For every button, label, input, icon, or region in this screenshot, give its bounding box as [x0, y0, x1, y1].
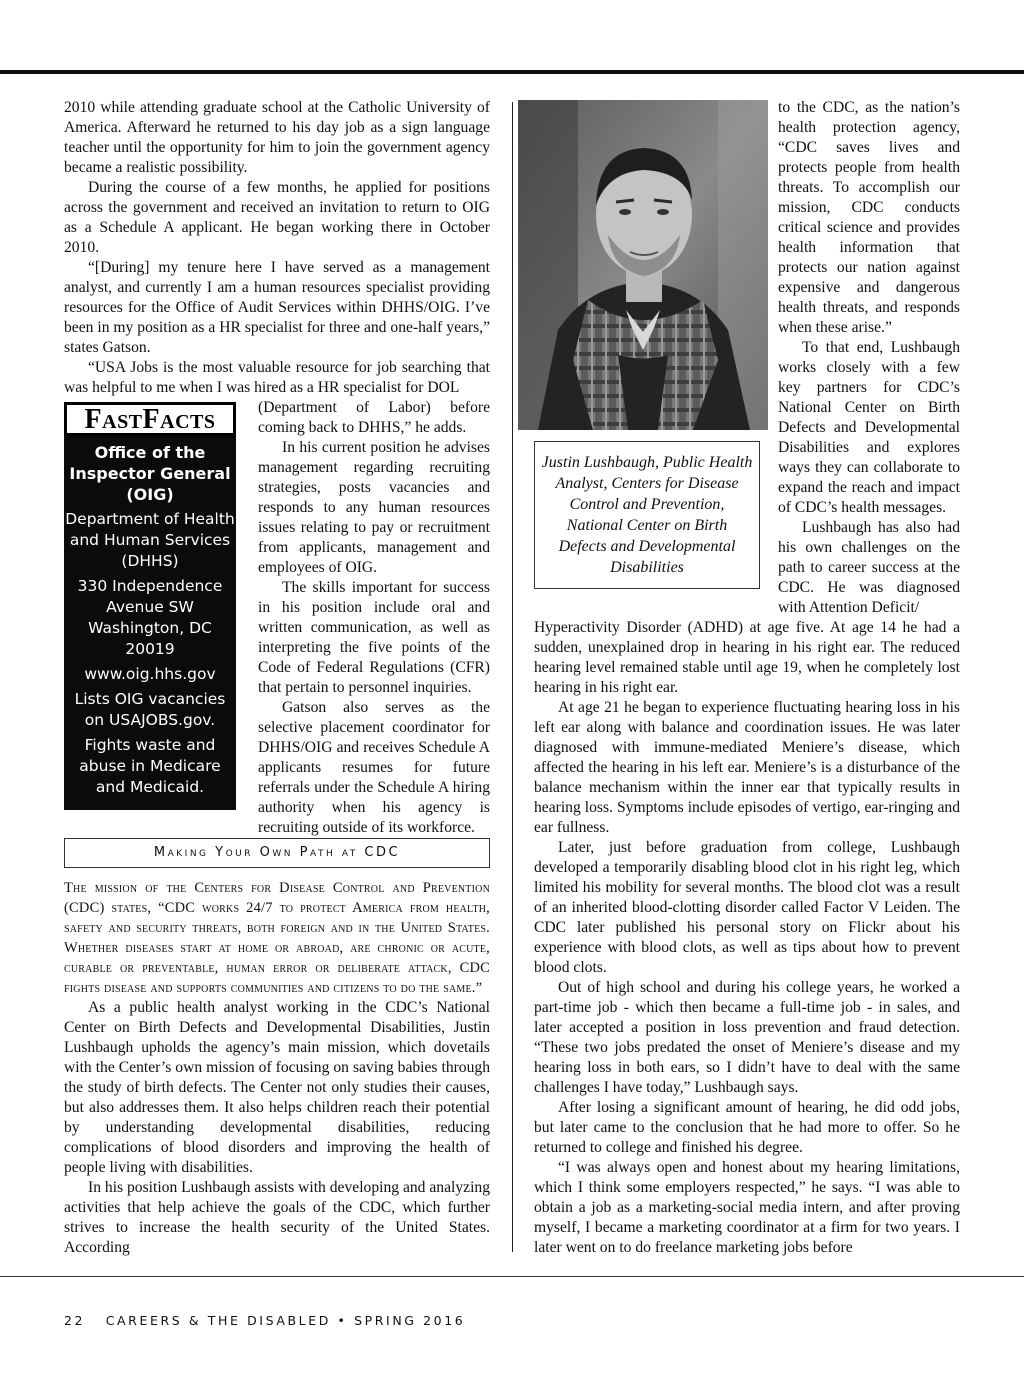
right-column-top — [778, 98, 960, 618]
paragraph: Lushbaugh has also had his own challenges on the path to career success at the CDC. He was diagnosed with Attention Deficit/ — [778, 519, 960, 616]
paragraph: During the course of a few months, he applied for positions across the government and received an invitation to return to OIG as a Schedule A applicant. He began working there in October 2010. — [64, 179, 490, 256]
paragraph: As a public health analyst working in the CDC’s National Center on Birth Defects and Developmental Disabilities, Justin Lushbaugh upholds the agency’s main mission, which dovetails with the Center’s own mission of focusing on saving babies through the study of birth defects. The Center not only studies their causes, but also addresses them. It also helps children reach their potential by understanding developmental disabilities, reducing complications of blood disorders and improving the health of people living with disabilities. — [64, 999, 490, 1176]
paragraph: “[During] my tenure here I have served as a management analyst, and currently I am a human resources specialist providing resources for the Office of Audit Services within DHHS/OIG. I’ve been in my position as a HR specialist for three and one-half years,” states Gatson. — [64, 259, 490, 356]
paragraph: To that end, Lushbaugh works closely with a few key partners for CDC’s National Center on Birth Defects and Developmental Disabilities and explores ways they can collaborate to expand the reach and impact of CDC’s health messages. — [778, 339, 960, 516]
fast-facts-body — [64, 442, 236, 798]
fast-facts-line: 330 Independence Avenue SW Washington, DC 20019 — [77, 577, 223, 658]
paragraph: At age 21 he began to experience fluctuating hearing loss in his left ear along with balance and coordination issues. He was later diagnosed with immune-mediated Meniere’s disease, which affected the hearing in his left ear. Meniere’s is a disturbance of the balance mechanism within the inner ear that typically results in hearing loss. Symptoms include episodes of vertigo, ear-ringing and ear fullness. — [534, 699, 960, 836]
fast-facts-line: Department of Health and Human Services (DHHS) — [65, 510, 235, 570]
fast-facts-url: www.oig.hhs.gov — [84, 665, 216, 683]
column-divider — [512, 102, 513, 1252]
fast-facts-line: Lists OIG vacancies on USAJOBS.gov. — [74, 690, 226, 729]
portrait-photo — [518, 100, 768, 430]
bottom-rule — [0, 1276, 1024, 1277]
paragraph: Gatson also serves as the selective placement coordinator for DHHS/OIG and receives Schedule A applicants resumes for future referrals under the Schedule A hiring authority when his agency is recruiting outside of its workforce. — [258, 699, 490, 836]
right-column-bottom — [534, 618, 960, 1258]
top-rule — [0, 70, 1024, 74]
left-column-wrap — [258, 398, 490, 838]
photo-caption: Justin Lushbaugh, Public Health Analyst, Centers for Disease Control and Prevention, National Center on Birth Defects and Developmental Disabilities — [534, 441, 760, 589]
paragraph: After losing a significant amount of hearing, he did odd jobs, but later came to the conclusion that he had more to offer. So he returned to college and finished his degree. — [534, 1099, 960, 1156]
paragraph: “USA Jobs is the most valuable resource for job searching that was helpful to me when I was hired as a HR specialist for DOL — [64, 359, 490, 396]
lead-paragraph: The mission of the Centers for Disease Control and Prevention (CDC) states, “CDC works 24/7 to protect America from health, safety and security threats, both foreign and in the United States. Whether diseases start at home or abroad, are chronic or acute, curable or preventable, human error or deliberate attack, CDC fights disease and supports communities and citizens to do the same.” — [64, 880, 490, 996]
paragraph: “I was always open and honest about my hearing limitations, which I think some employers respected,” he says. “I was able to obtain a job as a marketing-social media intern, and after proving myself, I became a marketing coordinator at a firm for two years. I later went on to do freelance marketing jobs before — [534, 1159, 960, 1256]
left-column-bottom — [64, 878, 490, 1258]
fast-facts-box — [64, 402, 236, 810]
paragraph: Out of high school and during his college years, he worked a part-time job - which then became a full-time job - in sales, and later accepted a position in loss prevention and fraud detection. “These two jobs predated the onset of Meniere’s disease and my hearing loss in both ears, so I didn’t have to deal with the same challenges I have today,” Lushbaugh says. — [534, 979, 960, 1096]
fast-facts-line: Fights waste and abuse in Medicare and Medicaid. — [79, 736, 221, 796]
left-column-top — [64, 98, 490, 398]
paragraph: (Department of Labor) before coming back to DHHS,” he adds. — [258, 399, 490, 436]
fast-facts-org: Office of the Inspector General (OIG) — [69, 443, 231, 504]
paragraph: In his current position he advises management regarding recruiting strategies, posts vacancies and responds to any human resources issues relating to pay or recruitment from applicants, management and employees of OIG. — [258, 439, 490, 576]
page-footer — [64, 1313, 465, 1328]
page-number: 22 — [64, 1313, 86, 1328]
paragraph: 2010 while attending graduate school at the Catholic University of America. Afterward he returned to his day job as a sign language teacher until the opportunity for him to join the government agency became a realistic possibility. — [64, 99, 490, 176]
paragraph: In his position Lushbaugh assists with developing and analyzing activities that help achieve the goals of the CDC, which further strives to increase the health security of the United States. According — [64, 1179, 490, 1256]
section-heading: Making Your Own Path at CDC — [64, 838, 490, 868]
paragraph: The skills important for success in his position include oral and written communication, as well as interpreting the five points of the Code of Federal Regulations (CFR) that pertain to personnel inquiries. — [258, 579, 490, 696]
paragraph: Hyperactivity Disorder (ADHD) at age five. At age 14 he had a sudden, unexplained drop in hearing in his right ear. The reduced hearing level remained stable until age 19, when he completely lost hearing in his right ear. — [534, 619, 960, 696]
fast-facts-title: FastFacts — [64, 402, 236, 436]
paragraph: to the CDC, as the nation’s health protection agency, “CDC saves lives and protects people from health threats. To accomplish our mission, CDC conducts critical science and provides health information that protects our nation against expensive and dangerous health threats, and responds when these arise.” — [778, 99, 960, 336]
paragraph: Later, just before graduation from college, Lushbaugh developed a temporarily disabling blood clot in his right leg, which limited his mobility for several months. The blood clot was a result of an inherited blood-clotting disorder called Factor V Leiden. The CDC later published his personal story on Flickr about his experience with blood clots, as well as tips about how to prevent blood clots. — [534, 839, 960, 976]
portrait-illustration — [518, 100, 768, 430]
publication-title: CAREERS & THE DISABLED • SPRING 2016 — [105, 1313, 466, 1328]
